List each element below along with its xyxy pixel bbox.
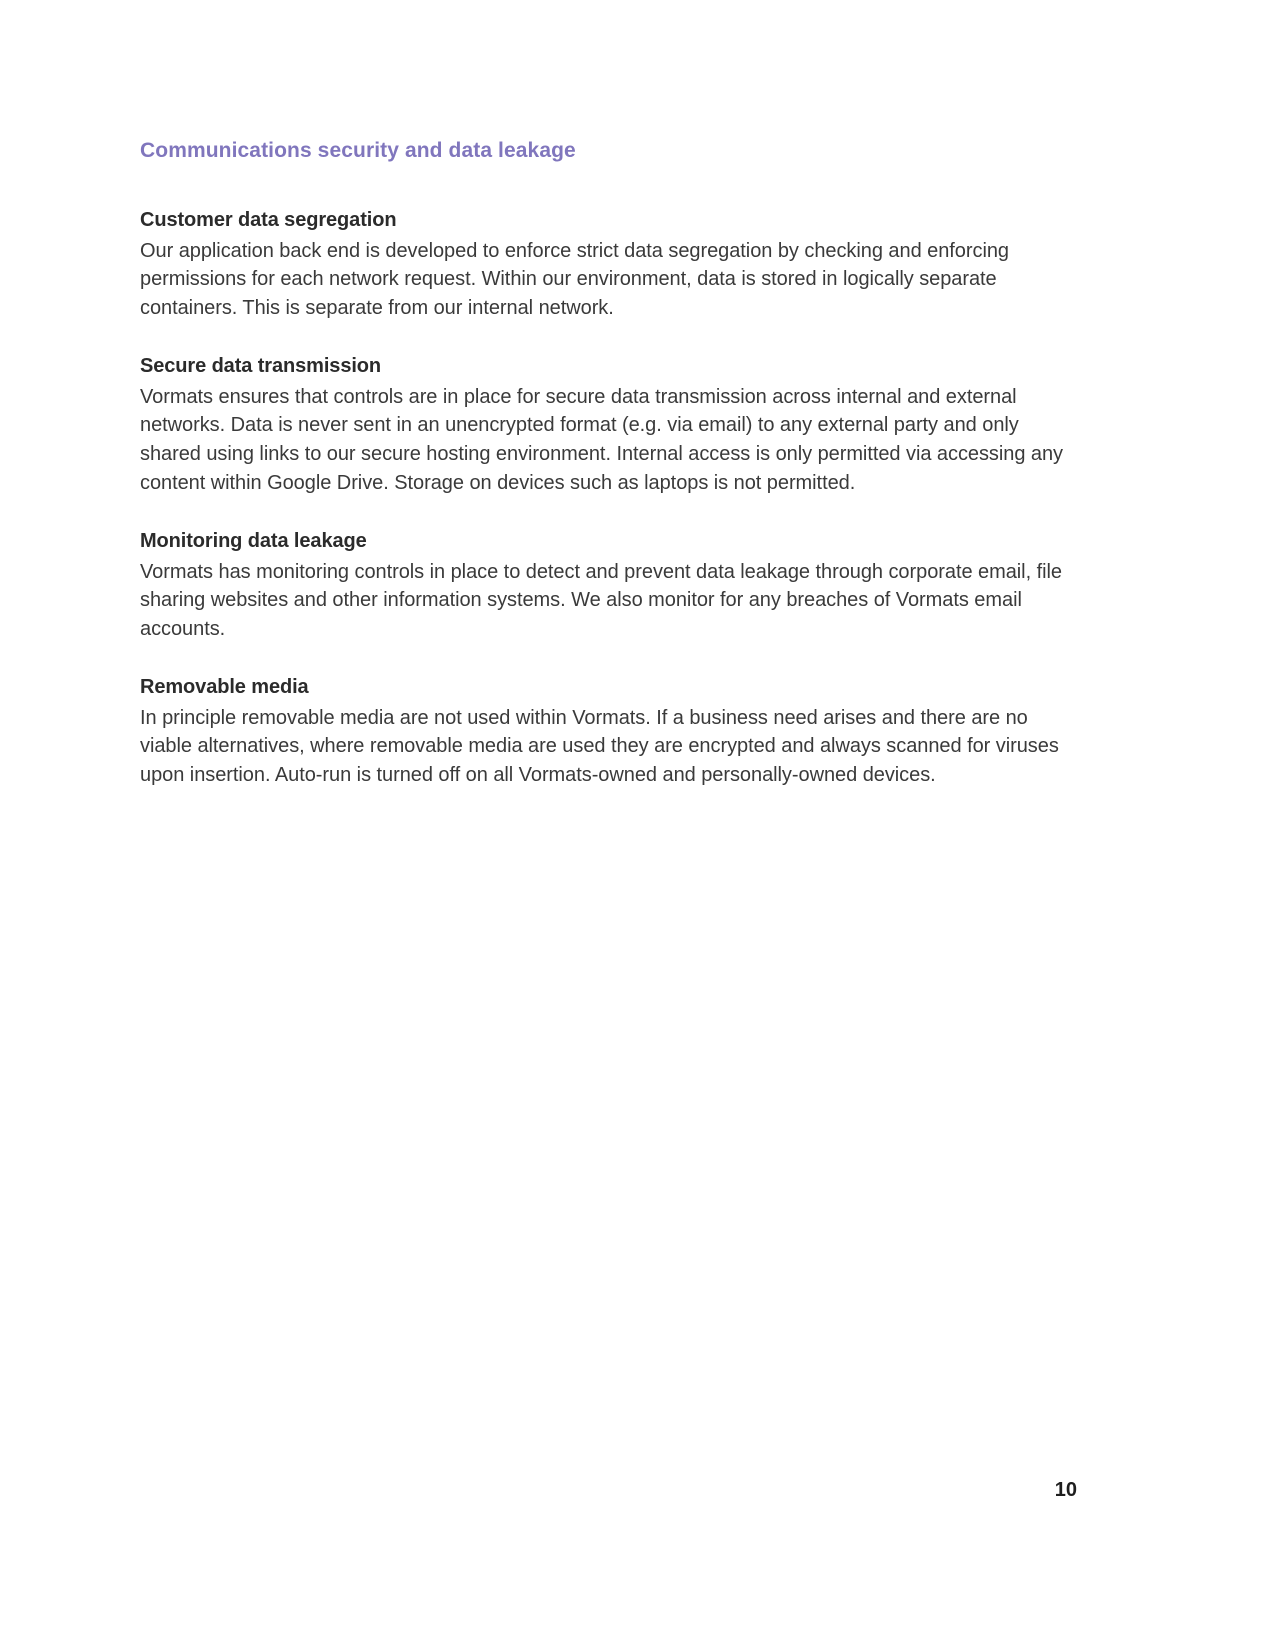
section-secure-data-transmission [140,352,1075,497]
section-paragraph: Vormats has monitoring controls in place to detect and prevent data leakage through corporate email, file sharing websites and other information systems. We also monitor for any breaches of Vormats email accounts. [140,560,1062,640]
page-title: Communications security and data leakage [140,139,576,162]
section-heading: Customer data segregation [140,209,397,232]
section-heading: Monitoring data leakage [140,530,367,553]
page-number: 10 [1054,1479,1077,1501]
section-heading: Secure data transmission [140,355,382,378]
page-content [140,138,1075,790]
section-paragraph: In principle removable media are not used within Vormats. If a business need arises and there are no viable alternatives, where removable media are used they are encrypted and always scanned for viruses upon insertion. Auto-run is turned off on all Vormats-owned and personally-owned devices. [140,706,1059,786]
section-paragraph: Our application back end is developed to enforce strict data segregation by checking and enforcing permissions for each network request. Within our environment, data is stored in logically separate containers. This is separate from our internal network. [140,239,1009,319]
section-customer-data-segregation [140,206,1075,322]
section-paragraph: Vormats ensures that controls are in place for secure data transmission across internal and external networks. Data is never sent in an unencrypted format (e.g. via email) to any external party and only shared using links to our secure hosting environment. Internal access is only permitted via accessing any content within Google Drive. Storage on devices such as laptops is not permitted. [140,385,1064,494]
section-monitoring-data-leakage [140,527,1075,643]
section-heading: Removable media [140,676,309,699]
section-removable-media [140,673,1075,789]
